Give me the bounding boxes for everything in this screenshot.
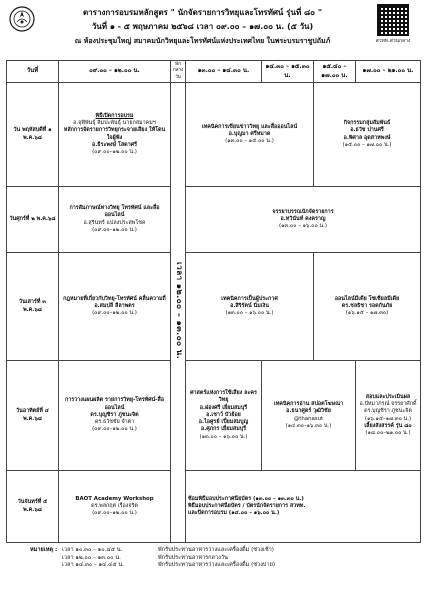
schedule-table [6, 60, 421, 543]
session-title: หลักการจัดรายการวิทยุกระจายเสียง ให้โดนใจผู้ฟัง [63, 127, 166, 141]
note-time: เวลา ๑๔.๓๐ – ๑๔.๔๕ น. [62, 562, 124, 569]
session-cell [262, 361, 356, 471]
schedule-title: ตารางการอบรมหลักสูตร " นักจัดรายการวิทยุและโทรทัศน์ รุ่นที่ ๘๐ " [82, 8, 323, 17]
session-time: (๑๘.๐๐–๒๑.๐๐ น.) [365, 430, 411, 437]
session-time: (๑๖.๑๕–๑๗.๓๐ น.) [364, 415, 412, 422]
session-cell [59, 83, 171, 187]
session-text: ซ้อมพิธีมอบประกาศนียบัตร (๑๓.๐๐ – ๑๓.๓๐ น.) [188, 495, 304, 502]
session-speaker: ดร.บุญชิรา ภู่ชนะจิต [90, 411, 139, 418]
session-title: เทคนิคการอ่าน สปอตโฆษณา [273, 400, 344, 407]
session-time: (๐๙.๐๐–๑๒.๐๐ น.) [92, 226, 137, 233]
table-row [7, 187, 421, 253]
session-title: ออนไลน์มีเดีย โซเชียลมีเดีย [334, 295, 400, 302]
session-handle: @thanasut [293, 415, 324, 422]
session-title: ศาสตร์แห่งการใช้เสียง ละครวิทยุ [190, 389, 257, 404]
association-logo-icon [9, 6, 35, 32]
session-time: (๑๖.๑๕ – ๑๗.๓๐) [345, 310, 389, 317]
session-cell [186, 361, 262, 471]
notes-label: หมายเหตุ : [30, 547, 58, 553]
session-title: BAOT Academy Workshop [75, 495, 154, 502]
session-speaker: อ.สมปลี ลีลาพตร [94, 302, 135, 309]
table-row [7, 253, 421, 361]
session-speaker: อ.ธนาศูตร์ วุฒิวิชัย [286, 408, 331, 415]
schedule-dates: วันที่ ๑ - ๕ พฤษภาคม ๒๕๖๘ เวลา ๐๙.๐๐ – ๑๗.๐๐ น. (๕ วัน) [91, 22, 314, 31]
session-speaker: อ.ธีระพงษ์ โสดาศรี [91, 141, 137, 148]
session-speaker: อ.ปัทมาภรณ์ จรรยาศักดิ์ [359, 400, 417, 407]
qr-code-icon [377, 4, 409, 36]
session-cell [314, 83, 421, 187]
session-speaker: อ.สุรินทร์ แปลงประสพโชค [83, 219, 146, 226]
session-text: และปิดการอบรม (๑๔.๐๐ – ๑๖.๐๐ น.) [188, 510, 280, 517]
session-title: การวางแผนผลิต รายการวิทยุ-โทรทัศน์-สื่อออนไลน์ [64, 397, 165, 411]
session-text: อ.จุฬัพันธุ์ ลิมปะพันธุ์ นายกสมาคมฯ [73, 119, 156, 126]
col-header-t5: ๑๗.๐๐ – ๒๑.๐๐ น. [356, 61, 421, 83]
session-speaker: ดร.ชลธิชา รอดกันภัย [341, 302, 393, 309]
session-title: กฎหมายที่เกี่ยวกับวิทยุ-โทรทัศน์ คลื่นความถี่ [63, 295, 166, 302]
session-cell [59, 361, 171, 471]
qr-caption: สวทท.ส่วนกลาง [375, 38, 411, 44]
session-speaker: อ.บุญมา ศรีหมาด [228, 130, 271, 137]
table-row [7, 361, 421, 471]
session-speaker: อ.ทวินันท์ คงคราญ [280, 215, 326, 222]
session-cell [314, 253, 421, 361]
note-text: พักรับประทานอาหารว่างและเครื่องดื่ม (ช่วงบ่าย) [158, 562, 276, 569]
col-header-day: วันที่ [7, 61, 59, 83]
session-title: เทคนิคการเป็นผู้ประกาศ [221, 295, 278, 302]
lunch-break-cell [171, 83, 186, 543]
note-row [30, 555, 410, 563]
session-time: (๑๓.๐๐ – ๑๕.๐๐ น.) [225, 138, 274, 145]
session-cell [186, 471, 421, 543]
table-row [7, 471, 421, 543]
note-row [30, 562, 410, 570]
session-title: สอบและประเมินผล [365, 393, 411, 400]
session-cell [186, 187, 421, 253]
session-speaker: อ.ศุภกร เยี่ยมสมบุรี [200, 426, 247, 433]
session-time: (๐๙.๐๐–๑๒.๐๐ น.) [92, 310, 137, 317]
day-cell: วันเสาร์ที่ ๓ พ.ค.๖๘ [7, 253, 59, 361]
session-time: (๑๓.๐๐ – ๑๖.๐๐ น.) [199, 433, 248, 440]
day-cell: วันศุกร์ที่ ๒ พ.ค.๖๘ [7, 187, 59, 253]
session-time: (๑๕.๐๐ – ๑๗.๐๐ น.) [342, 141, 392, 148]
note-text: พักรับประทานอาหารว่างและเครื่องดื่ม (ช่วงเช้า) [158, 547, 274, 553]
session-speaker: อ.สิริรัตน์ นิ่มเงิน [230, 302, 269, 309]
qr-code[interactable] [367, 4, 419, 46]
session-time: (๐๙.๐๐–๑๒.๐๐ น.) [92, 149, 137, 156]
day-cell: วัน พฤหัสบดีที่ ๑ พ.ค.๖๘ [7, 83, 59, 187]
session-speaker: อ.ไอศูรย์ เปี่ยมสมบูญ [198, 419, 249, 426]
note-time: เวลา ๑๒.๐๐ – ๑๓.๐๐ น. [62, 554, 121, 561]
session-time: (๑๓.๐๐ – ๑๖.๐๐ น.) [225, 310, 274, 317]
session-cell [356, 361, 421, 471]
schedule-venue: ณ ห้องประชุมใหญ่ สมาคมนักวิทยุและโทรทัศน์แห่งประเทศไทย ในพระบรมราชูปถัมภ์ [74, 37, 331, 45]
session-speaker: ดร.บุญชิรา ภู่ชนะจิต [364, 408, 412, 415]
col-header-break: พัก กลาง วัน [171, 61, 186, 83]
session-speaker: ดร.พลกฤต เรืองจริต [91, 502, 138, 509]
session-cell [59, 253, 171, 361]
session-time: (๐๙.๐๐–๑๒.๐๐ น.) [92, 426, 137, 433]
session-cell [59, 471, 171, 543]
session-speaker: อ.เชาว์ บัวย้อย [206, 411, 241, 418]
day-cell: วันจันทร์ที่ ๕ พ.ค.๖๘ [7, 471, 59, 543]
col-header-t1: ๐๙.๐๐ – ๑๒.๐๐ น. [59, 61, 171, 83]
session-text: พิธีมอบประกาศนียบัตร / บัตรนักจัดรายการ สวทท. [188, 502, 306, 509]
col-header-t2: ๑๓.๐๐ – ๑๔.๓๐ น. [186, 61, 262, 83]
session-title: พิธีเปิดการอบรม [95, 112, 134, 119]
session-title: กิจกรรมกลุ่มสัมพันธ์ [343, 119, 391, 126]
col-header-t3: ๑๔.๓๐ – ๑๕.๓๐ น. [262, 61, 314, 83]
notes-section [30, 547, 410, 570]
session-title: เทคนิคการเขียนข่าววิทยุ และสื่อออนไลน์ [201, 123, 298, 130]
session-time: (๑๔.๓๐–๑๖.๓๐ น.) [285, 422, 332, 429]
session-speaker: อ.ผ่องศรี เยี่ยมสมบุรี [199, 404, 248, 411]
session-title: จรรยาบรรณนักจัดรายการ [272, 208, 334, 215]
session-assistant: ดร.ธวัชชัย จำตา [94, 419, 135, 426]
session-cell [186, 253, 314, 361]
note-row [30, 547, 410, 555]
session-time: (๑๓.๐๐ – ๑๖.๐๐ น.) [279, 223, 327, 230]
note-time: เวลา ๑๐.๓๐ – ๑๐.๔๕ น. [62, 547, 123, 553]
table-row [7, 83, 421, 187]
session-cell [186, 83, 314, 187]
session-cell [59, 187, 171, 253]
session-title: การสัมภาษณ์ทางวิทยุ โทรทัศน์ และสื่อออนไลน์ [69, 204, 160, 219]
session-time: (๐๙.๐๐–๑๒.๐๐ น.) [92, 510, 137, 517]
session-title: เลี้ยงสังสรรค์ รุ่น ๘๐ [364, 422, 412, 429]
session-speaker: อ.พิศาล อุดสาหพงษ์ [343, 134, 391, 141]
lunch-break-label: เวลา ๑๒.๐๐ – ๑๓.๐๐ น. [174, 262, 184, 360]
col-header-t4: ๑๕.๔๐ – ๑๗.๐๐ น. [314, 61, 356, 83]
day-cell: วันอาทิตย์ที่ ๔ พ.ค.๖๘ [7, 361, 59, 471]
note-text: พักรับประทานอาหารกลางวัน [158, 554, 228, 561]
session-speaker: อ.ธวัช ปานศรี [350, 127, 384, 134]
table-header-row [7, 61, 421, 83]
